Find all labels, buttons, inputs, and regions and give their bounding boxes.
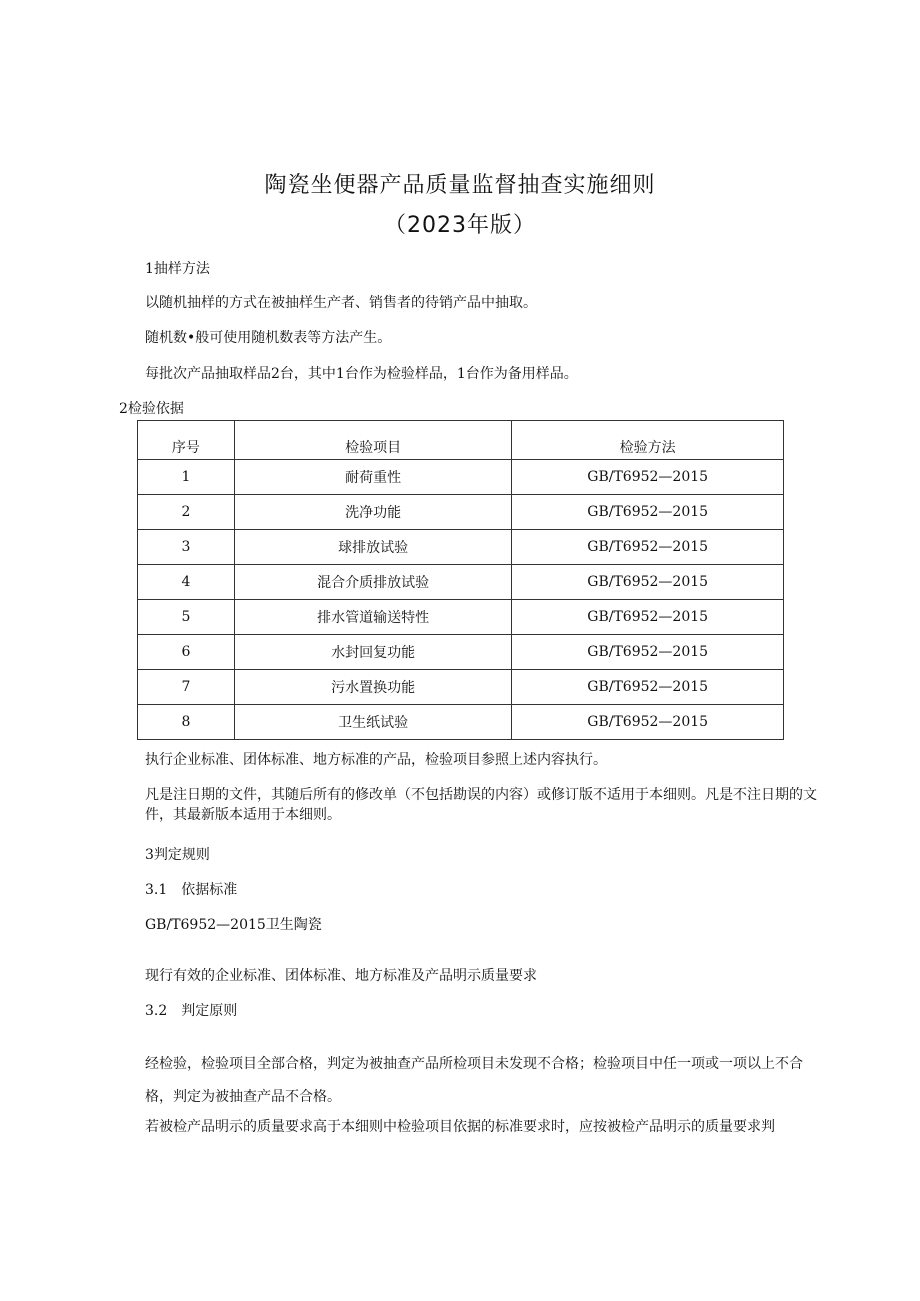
table-row — [138, 530, 784, 565]
table-row — [138, 670, 784, 705]
table-note-1: 执行企业标准、团体标准、地方标准的产品，检验项目参照上述内容执行。 — [145, 752, 607, 768]
sampling-paragraph-2: 随机数•般可使用随机数表等方法产生。 — [145, 330, 392, 346]
method-cell: GB/T6952—2015 — [512, 670, 784, 705]
table-row — [138, 565, 784, 600]
table-header-row — [138, 421, 784, 460]
judgment-rule-1: 经检验，检验项目全部合格，判定为被抽查产品所检项目未发现不合格；检验项目中任一项或一项以上不合格，判定为被抽查产品不合格。 — [145, 1056, 803, 1105]
standard-reference-1: GB/T6952—2015卫生陶瓷 — [145, 917, 322, 933]
index-cell: 7 — [138, 670, 235, 705]
item-cell: 水封回复功能 — [234, 635, 512, 670]
method-cell: GB/T6952—2015 — [512, 495, 784, 530]
section-2-heading: 2检验依据 — [119, 401, 184, 417]
method-cell: GB/T6952—2015 — [512, 565, 784, 600]
method-cell: GB/T6952—2015 — [512, 635, 784, 670]
index-cell: 5 — [138, 600, 235, 635]
item-cell: 混合介质排放试验 — [234, 565, 512, 600]
item-cell: 污水置换功能 — [234, 670, 512, 705]
method-cell: GB/T6952—2015 — [512, 600, 784, 635]
table-row — [138, 600, 784, 635]
item-cell: 排水管道输送特性 — [234, 600, 512, 635]
index-cell: 8 — [138, 705, 235, 740]
section-3-1-heading: 3.1 依据标准 — [145, 882, 238, 898]
inspection-table — [137, 420, 784, 740]
index-cell: 4 — [138, 565, 235, 600]
standard-reference-2: 现行有效的企业标准、团体标准、地方标准及产品明示质量要求 — [145, 968, 537, 984]
sampling-paragraph-1: 以随机抽样的方式在被抽样生产者、销售者的待销产品中抽取。 — [145, 295, 537, 311]
judgment-rule-2: 若被检产品明示的质量要求高于本细则中检验项目依据的标准要求时，应按被检产品明示的质量要求判 — [145, 1119, 775, 1135]
index-cell: 2 — [138, 495, 235, 530]
section-3-heading: 3判定规则 — [145, 847, 210, 863]
section-3-2-heading: 3.2 判定原则 — [145, 1003, 238, 1019]
table-note-2: 凡是注日期的文件，其随后所有的修改单（不包括勘误的内容）或修订版不适用于本细则。凡是不注日期的文件，其最新版本适用于本细则。 — [145, 787, 817, 823]
index-cell: 6 — [138, 635, 235, 670]
index-cell: 1 — [138, 460, 235, 495]
item-cell: 耐荷重性 — [234, 460, 512, 495]
method-cell: GB/T6952—2015 — [512, 530, 784, 565]
sampling-paragraph-3: 每批次产品抽取样品2台，其中1台作为检验样品，1台作为备用样品。 — [145, 366, 578, 382]
table-row — [138, 705, 784, 740]
index-cell: 3 — [138, 530, 235, 565]
header-cell-index: 序号 — [138, 421, 235, 460]
table-row — [138, 635, 784, 670]
table-row — [138, 460, 784, 495]
document-title: 陶瓷坐便器产品质量监督抽查实施细则 — [264, 173, 656, 198]
item-cell: 洗净功能 — [234, 495, 512, 530]
document-subtitle: （2023年版） — [384, 213, 536, 238]
method-cell: GB/T6952—2015 — [512, 460, 784, 495]
item-cell: 卫生纸试验 — [234, 705, 512, 740]
method-cell: GB/T6952—2015 — [512, 705, 784, 740]
header-cell-item: 检验项目 — [234, 421, 512, 460]
header-cell-method: 检验方法 — [512, 421, 784, 460]
item-cell: 球排放试验 — [234, 530, 512, 565]
table-row — [138, 495, 784, 530]
section-1-heading: 1抽样方法 — [145, 261, 210, 277]
